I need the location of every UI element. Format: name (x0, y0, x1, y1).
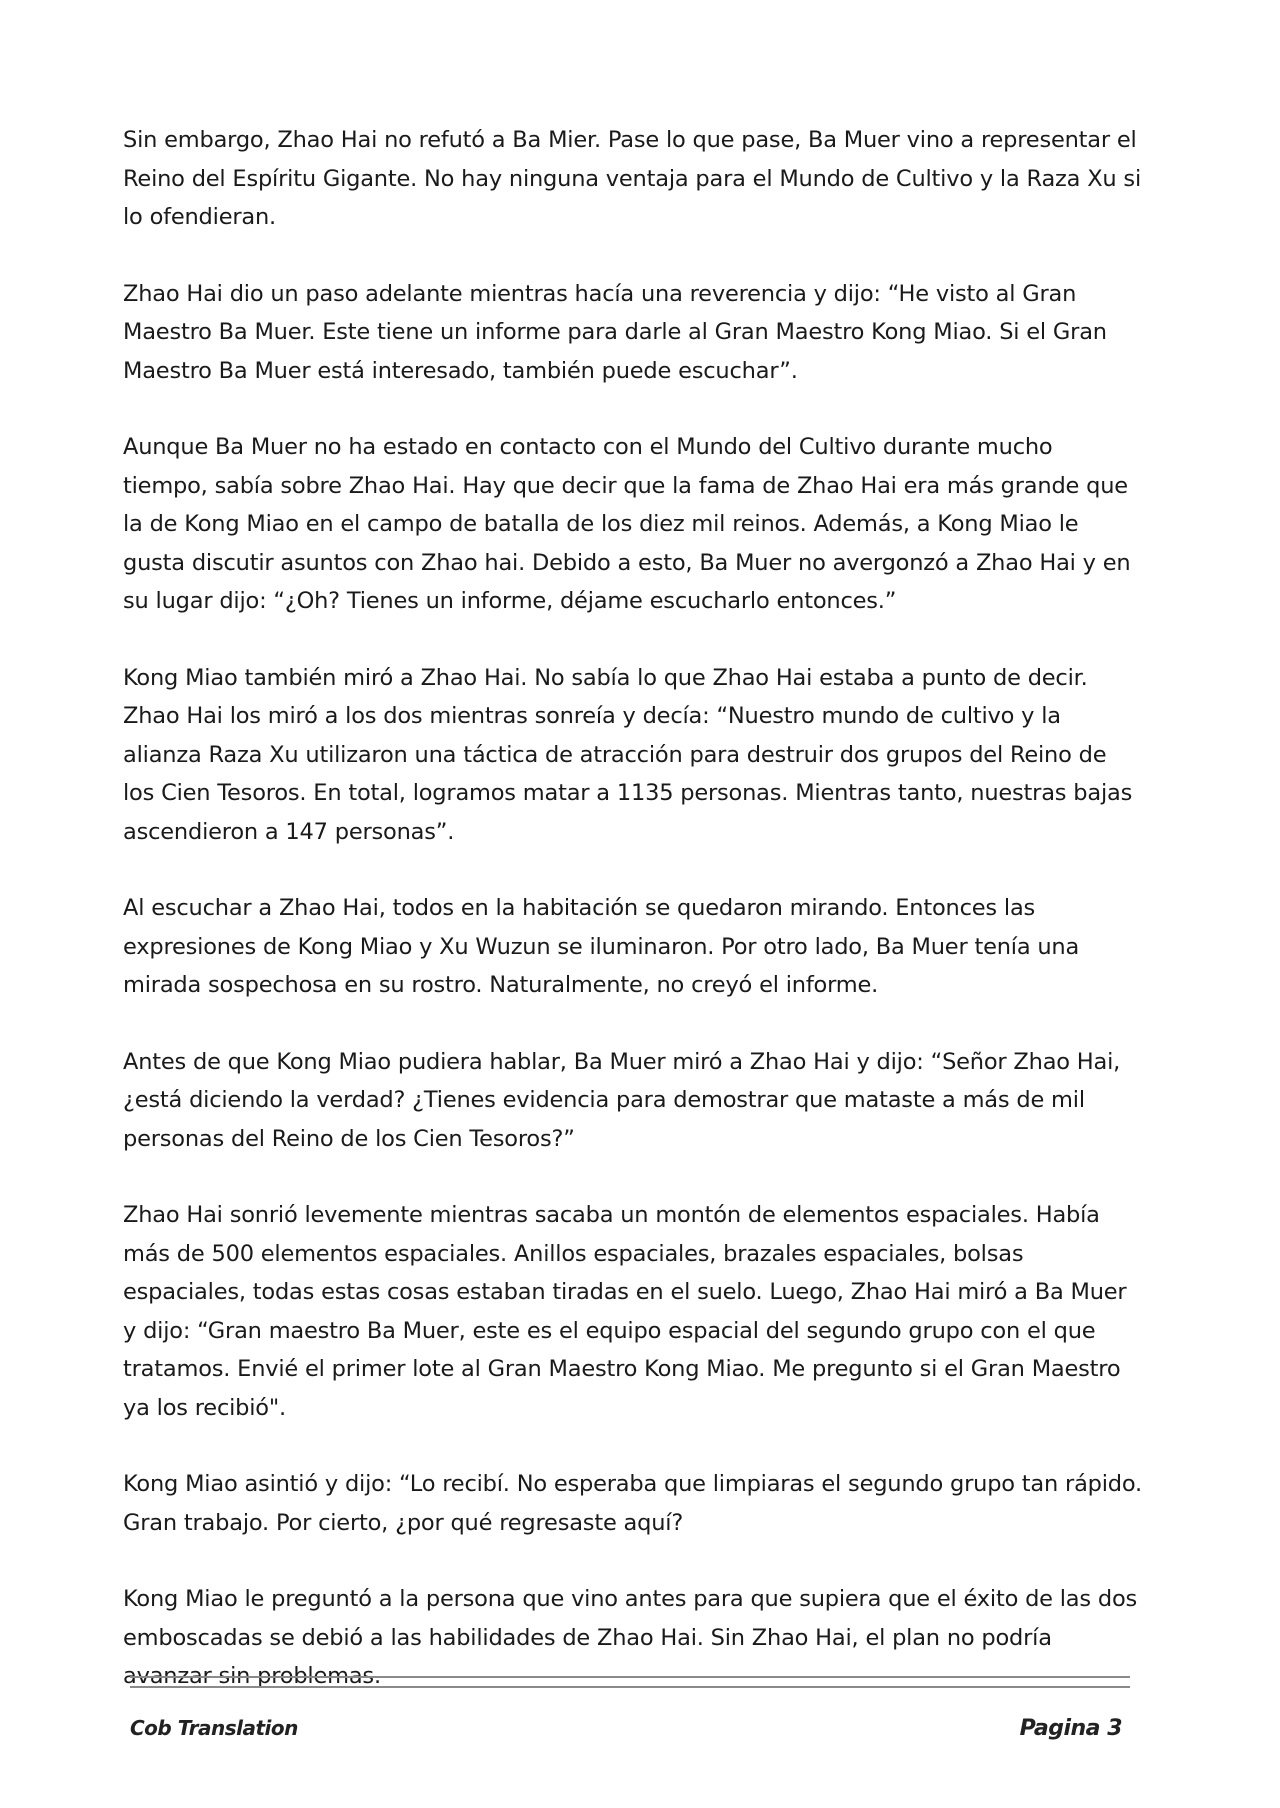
footer-divider-bottom (130, 1686, 1130, 1688)
footer-page-number: Pagina 3 (1019, 1716, 1122, 1741)
paragraph-8: Kong Miao asintió y dijo: “Lo recibí. No esperaba que limpiaras el segundo grupo tan rápido. Gran trabajo. Por cierto, ¿por qué regresaste aquí? (123, 1471, 1143, 1536)
paragraph-9: Kong Miao le preguntó a la persona que vino antes para que supiera que el éxito de las dos emboscadas se debió a las habilidades de Zhao Hai. Sin Zhao Hai, el plan no podría avanzar sin problemas. (123, 1586, 1138, 1689)
footer-publisher: Cob Translation (130, 1716, 298, 1740)
paragraph-6: Antes de que Kong Miao pudiera hablar, Ba Muer miró a Zhao Hai y dijo: “Señor Zhao Hai, ¿está diciendo la verdad? ¿Tienes evidencia para demostrar que mataste a más de mil personas del Reino de los Cien Tesoros?” (123, 1048, 1121, 1152)
footer-divider-top (130, 1676, 1130, 1678)
paragraph-1: Sin embargo, Zhao Hai no refutó a Ba Mier. Pase lo que pase, Ba Muer vino a representar el Reino del Espíritu Gigante. No hay ninguna ventaja para el Mundo de Cultivo y la Raza Xu si lo ofendieran. (123, 127, 1141, 230)
paragraph-4: Kong Miao también miró a Zhao Hai. No sabía lo que Zhao Hai estaba a punto de decir. Zhao Hai los miró a los dos mientras sonreía y decía: “Nuestro mundo de cultivo y la alianza Raza Xu utilizaron una táctica de atracción para destruir dos grupos del Reino de los Cien Tesoros. En total, logramos matar a 1135 personas. Mientras tanto, nuestras bajas ascendieron a 147 personas”. (123, 664, 1133, 845)
paragraph-5: Al escuchar a Zhao Hai, todos en la habitación se quedaron mirando. Entonces las expresiones de Kong Miao y Xu Wuzun se iluminaron. Por otro lado, Ba Muer tenía una mirada sospechosa en su rostro. Naturalmente, no creyó el informe. (123, 895, 1080, 998)
paragraph-2: Zhao Hai dio un paso adelante mientras hacía una reverencia y dijo: “He visto al Gran Maestro Ba Muer. Este tiene un informe para darle al Gran Maestro Kong Miao. Si el Gran Maestro Ba Muer está interesado, también puede escuchar”. (123, 280, 1107, 384)
paragraph-7: Zhao Hai sonrió levemente mientras sacaba un montón de elementos espaciales. Había más de 500 elementos espaciales. Anillos espaciales, brazales espaciales, bolsas espaciales, todas estas cosas estaban tiradas en el suelo. Luego, Zhao Hai miró a Ba Muer y dijo: “Gran maestro Ba Muer, este es el equipo espacial del segundo grupo con el que tratamos. Envié el primer lote al Gran Maestro Kong Miao. Me pregunto si el Gran Maestro ya los recibió". (123, 1202, 1127, 1421)
document-body (123, 121, 1143, 1734)
paragraph-3: Aunque Ba Muer no ha estado en contacto con el Mundo del Cultivo durante mucho tiempo, sabía sobre Zhao Hai. Hay que decir que la fama de Zhao Hai era más grande que la de Kong Miao en el campo de batalla de los diez mil reinos. Además, a Kong Miao le gusta discutir asuntos con Zhao hai. Debido a esto, Ba Muer no avergonzó a Zhao Hai y en su lugar dijo: “¿Oh? Tienes un informe, déjame escucharlo entonces.” (123, 434, 1131, 614)
